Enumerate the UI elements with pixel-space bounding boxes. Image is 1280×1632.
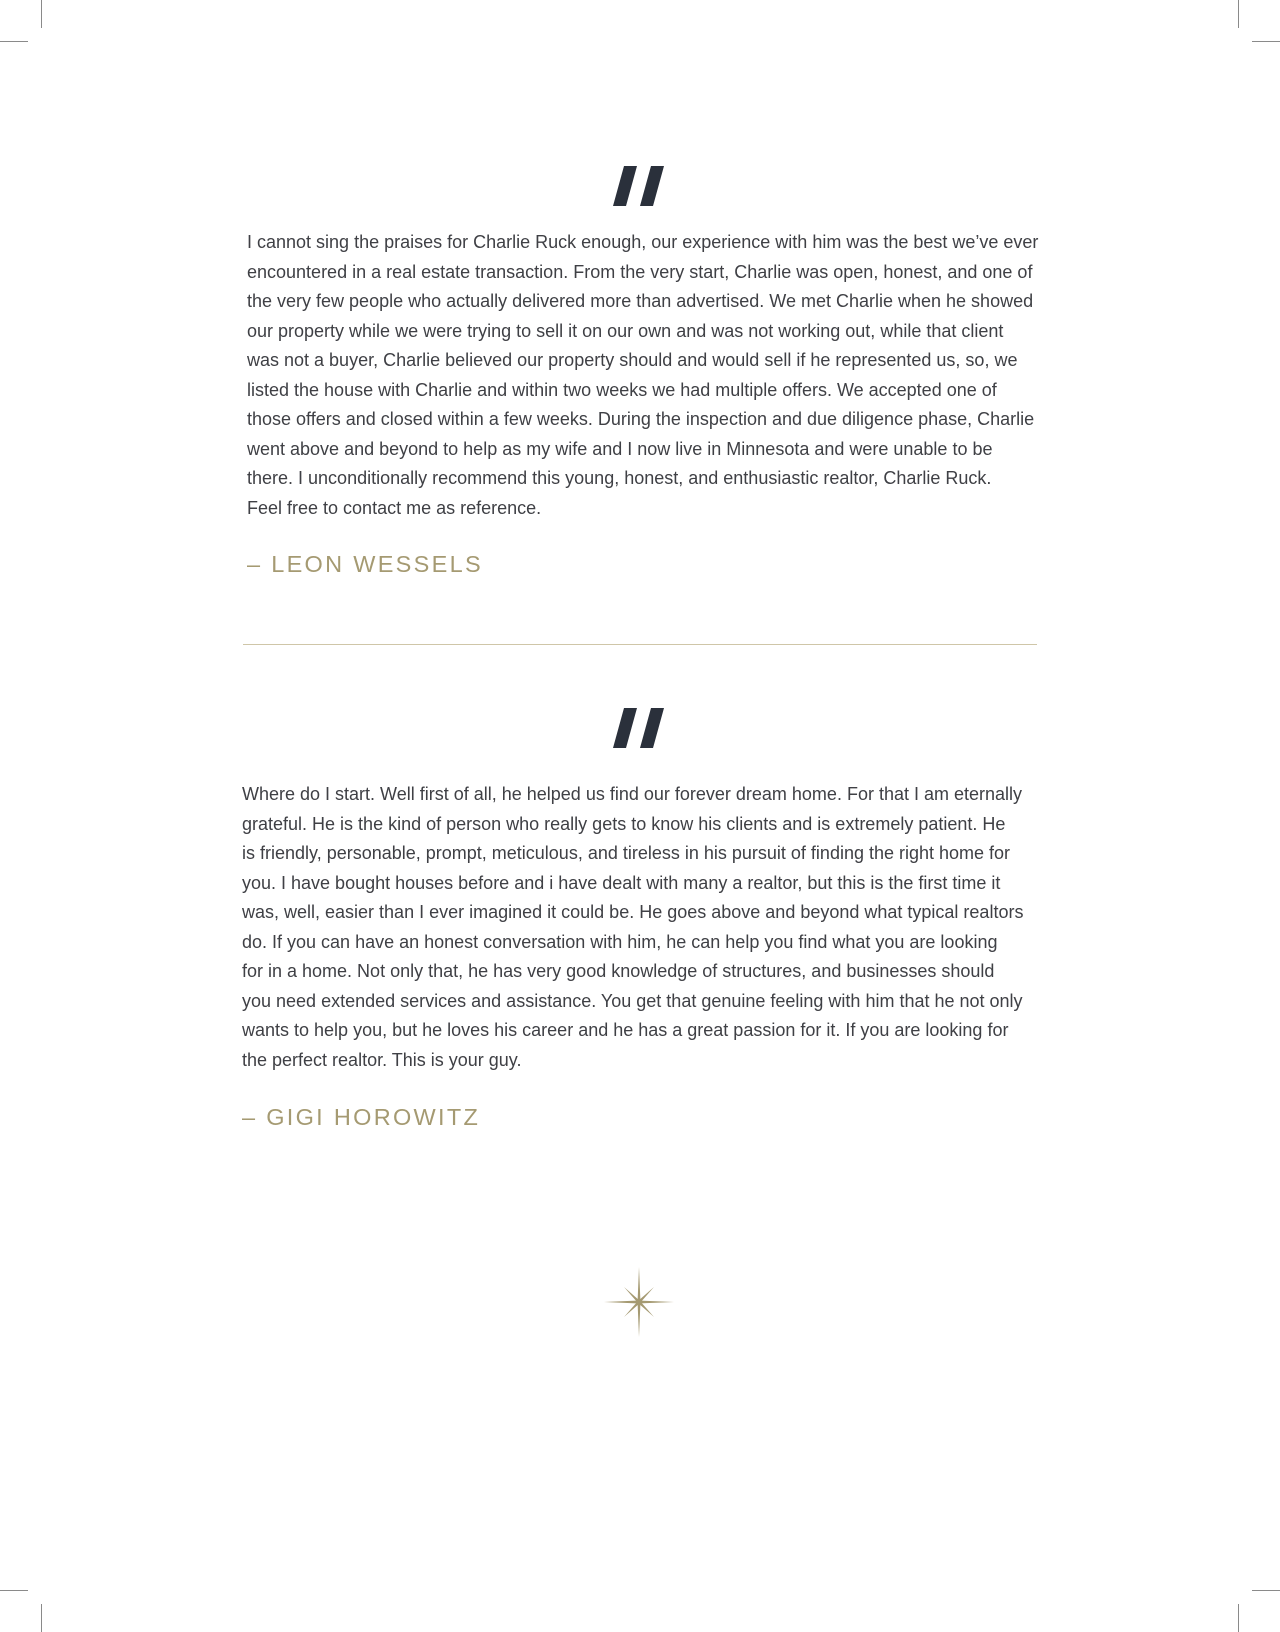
crop-mark-bottom-left-horizontal [0, 1590, 28, 1591]
crop-mark-bottom-right-horizontal [1252, 1590, 1280, 1591]
crop-mark-top-right-vertical [1238, 0, 1239, 28]
testimonial-author: – GIGI HOROWITZ [242, 1104, 481, 1130]
testimonial-text: Where do I start. Well first of all, he helped us find our forever dream home. For that I am eternally grateful. He is the kind of person who really gets to know his clients and is extremely patient. He is friendly, personable, prompt, meticulous, and tireless in his pursuit of finding the right home for you. I have bought houses before and i have dealt with many a realtor, but this is the first time it was, well, easier than I ever imagined it could be. He goes above and beyond what typical realtors do. If you can have an honest conversation with him, he can help you find what you are looking for in a home. Not only that, he has very good knowledge of structures, and businesses should you need extended services and assistance. You get that genuine feeling with him that he not only wants to help you, but he loves his career and he has a great passion for it. If you are looking for the perfect realtor. This is your guy. [242, 784, 1024, 1070]
sparkle-star-icon [604, 1267, 674, 1337]
section-divider [243, 644, 1037, 645]
quote-mark-icon [612, 166, 668, 206]
crop-mark-bottom-right-vertical [1238, 1604, 1239, 1632]
crop-mark-top-right-horizontal [1252, 41, 1280, 42]
crop-mark-bottom-left-vertical [41, 1604, 42, 1632]
quote-mark-icon [612, 708, 668, 748]
crop-mark-top-left-horizontal [0, 41, 28, 42]
crop-mark-top-left-vertical [41, 0, 42, 28]
testimonial-author: – LEON WESSELS [247, 551, 483, 577]
testimonial-text: I cannot sing the praises for Charlie Ruck enough, our experience with him was the best we’ve ever encountered in a real estate transaction. From the very start, Charlie was open, honest, and one of the very few people who actually delivered more than advertised. We met Charlie when he showed our property while we were trying to sell it on our own and was not working out, while that client was not a buyer, Charlie believed our property should and would sell if he represented us, so, we listed the house with Charlie and within two weeks we had multiple offers. We accepted one of those offers and closed within a few weeks. During the inspection and due diligence phase, Charlie went above and beyond to help as my wife and I now live in Minnesota and were unable to be there. I unconditionally recommend this young, honest, and enthusiastic realtor, Charlie Ruck. Feel free to contact me as reference. [247, 232, 1039, 518]
